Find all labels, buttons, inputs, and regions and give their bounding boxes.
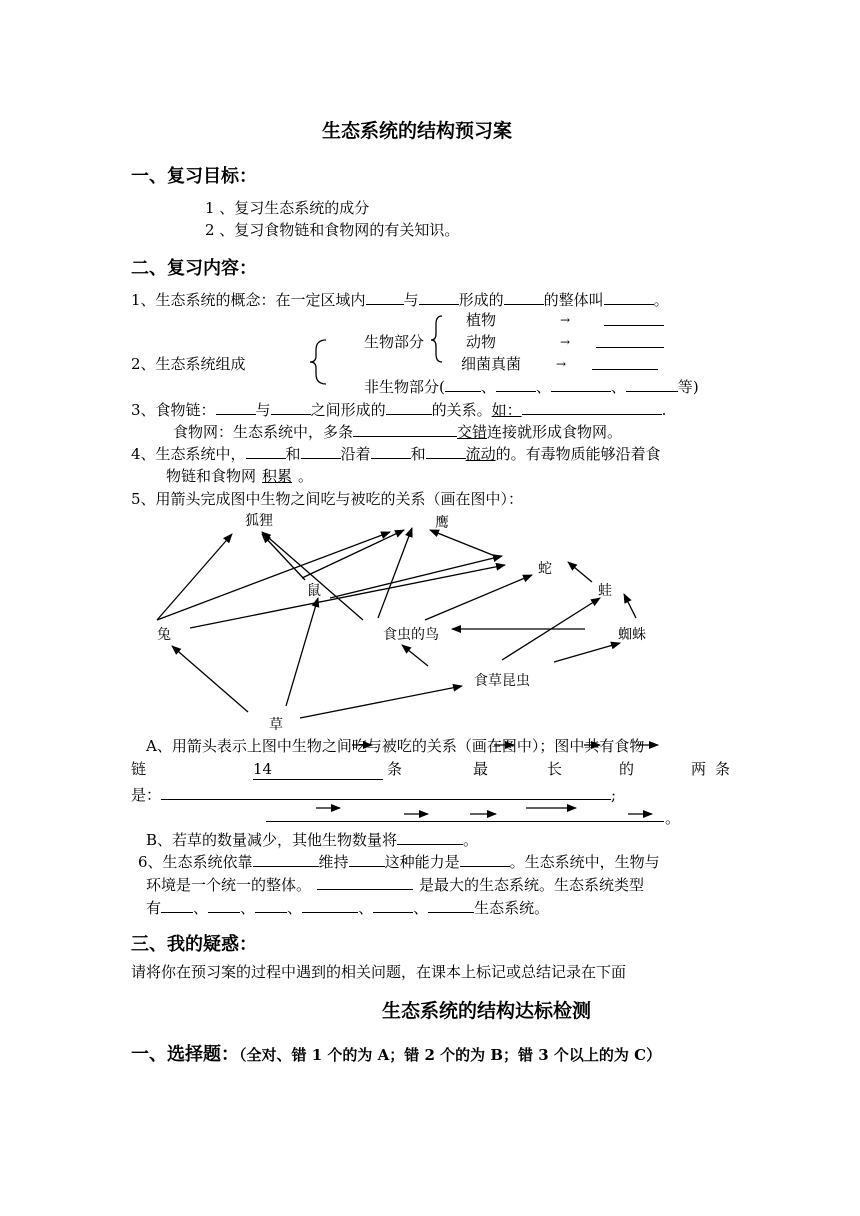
q1-text-d: 的整体叫 <box>543 291 604 309</box>
q6-blank-2[interactable] <box>349 851 385 867</box>
q6-type-blank-4[interactable] <box>302 897 358 913</box>
q6-text-a: 6、生态系统依靠 <box>138 853 253 871</box>
q3-text-b: 与 <box>255 401 271 419</box>
q2-sep-2: 、 <box>535 378 551 396</box>
qb-blank[interactable] <box>397 829 463 845</box>
arrow-bird-fox <box>262 532 363 620</box>
arrow-bird-snake <box>425 575 532 620</box>
section4-note: （全对、错 1 个的为 A；错 2 个的为 B；错 3 个以上的为 C） <box>239 1046 662 1064</box>
question-a: A、用箭头表示上图中生物之间吃与被吃的关系（画在图中）；图中共有食物 <box>146 737 645 755</box>
node-fox: 狐狸 <box>245 513 273 529</box>
arrow-grass-rabbit <box>172 646 248 712</box>
qa-de: 的 <box>619 760 635 778</box>
q2-microbe: 细菌真菌 <box>461 355 522 373</box>
section-heading-questions: 三、我的疑惑： <box>131 934 257 955</box>
qa-answer-blank-1[interactable] <box>161 784 611 800</box>
arrow-insect-bird <box>402 645 428 666</box>
q2-label: 2、生态系统组成 <box>131 355 246 373</box>
q4-text-h: 积累 <box>262 467 293 485</box>
qb-text-b: 。 <box>463 831 479 849</box>
qa-tiao2: 条 <box>715 760 731 778</box>
q4-text-d: 和 <box>410 445 426 463</box>
section-heading-content: 二、复习内容： <box>131 258 257 279</box>
q3-text-f: . <box>661 401 667 419</box>
q2-arrow-1: → <box>560 313 571 327</box>
q2-arrow-2: → <box>560 335 571 349</box>
arrow-rabbit-fox <box>157 534 232 620</box>
q4-text-a: 4、生态系统中， <box>131 445 246 463</box>
section-heading-goals: 一、复习目标： <box>131 166 257 187</box>
q1-text-e: 。 <box>653 291 669 309</box>
q6-blank-1[interactable] <box>253 851 319 867</box>
node-bird: 食虫的鸟 <box>383 627 439 643</box>
goal-item-1: 1 、复习生态系统的成分 <box>205 199 370 217</box>
q6-sep-4: 、 <box>358 899 374 917</box>
q6-sep-5: 、 <box>413 899 429 917</box>
section4-line <box>131 1040 661 1066</box>
qa-liang: 两 <box>691 760 707 778</box>
q2-nonbio-end: 等) <box>677 378 699 396</box>
arrow-mouse-snake <box>330 556 502 598</box>
q3-text-d: 的关系。 <box>431 401 492 419</box>
q3b-text-b: 交错 <box>457 423 488 441</box>
q6-type-blank-3[interactable] <box>255 897 287 913</box>
arrow-grass-insect <box>300 686 462 718</box>
question-5: 5、用箭头完成图中生物之间吃与被吃的关系（画在图中）： <box>131 490 524 508</box>
q3b-text-c: 连接就形成食物网。 <box>487 423 623 441</box>
qa-answer-blank-2[interactable] <box>266 806 664 822</box>
goal-item-2: 2 、复习食物链和食物网的有关知识。 <box>205 221 460 239</box>
qa-chang: 长 <box>547 760 563 778</box>
brace-bio <box>431 316 442 362</box>
q2-animal: 动物 <box>466 333 497 351</box>
q2-plant: 植物 <box>466 311 497 329</box>
question-a-line3 <box>131 784 616 805</box>
q6-type-blank-2[interactable] <box>208 897 240 913</box>
q3-text-c: 之间形成的 <box>310 401 386 419</box>
qa-end: 。 <box>665 809 681 827</box>
section3-text: 请将你在预习案的过程中遇到的相关问题，在课本上标记或总结记录在下面 <box>131 963 627 981</box>
q1-text-b: 与 <box>403 291 419 309</box>
q6-text-f: 是最大的生态系统。生态系统类型 <box>419 876 645 894</box>
q4-text-g: 物链和食物网 <box>166 467 257 485</box>
arrow-mouse-fox <box>262 534 305 580</box>
q6-blank-3[interactable] <box>460 851 510 867</box>
qa-shi: 是： <box>131 786 162 804</box>
q6-text-c: 这种能力是 <box>384 853 460 871</box>
q1-text-c: 形成的 <box>458 291 504 309</box>
q6-text-e: 环境是一个统一的整体。 <box>146 876 312 894</box>
q1-text-a: 1、生态系统的概念：在一定区域内 <box>131 291 366 309</box>
qa-tiao: 条 <box>387 760 403 778</box>
q6-sep-2: 、 <box>240 899 256 917</box>
q3-text-e: 如： <box>491 401 522 419</box>
qa-semi: ; <box>611 786 617 804</box>
node-mouse: 鼠 <box>307 583 321 599</box>
page-title: 生态系统的结构预习案 <box>322 120 513 142</box>
arrow-bird-eagle <box>378 528 412 618</box>
arrow-spider-frog <box>624 594 636 618</box>
node-eagle: 鹰 <box>435 515 449 531</box>
q4-text-e: 流动 <box>465 445 496 463</box>
q6-sep-1: 、 <box>193 899 209 917</box>
question-b <box>146 829 478 850</box>
node-frog: 蛙 <box>598 583 612 599</box>
brace-composition <box>310 340 326 384</box>
question-6-line3 <box>146 897 549 918</box>
node-spider: 蜘蛛 <box>618 627 646 643</box>
q6-text-b: 维持 <box>318 853 349 871</box>
arrow-mouse-eagle <box>302 530 404 578</box>
q2-sep-1: 、 <box>480 378 496 396</box>
q2-bio-label: 生物部分 <box>364 333 425 351</box>
question-a-line2 <box>131 759 731 781</box>
q4-text-b: 和 <box>285 445 301 463</box>
node-grass: 草 <box>269 717 283 733</box>
q6-sep-3: 、 <box>287 899 303 917</box>
q6-type-blank-5[interactable] <box>373 897 413 913</box>
arrow-snake-eagle <box>430 530 495 556</box>
qa-count: 14 <box>253 759 383 780</box>
arrow-frog-snake <box>568 562 592 582</box>
qa-chain: 链 <box>131 760 147 778</box>
section-heading-choice: 一、选择题： <box>131 1044 239 1065</box>
question-6-line2 <box>146 874 644 895</box>
arrow-grass-mouse <box>286 598 318 706</box>
q3b-text-a: 食物网：生态系统中，多条 <box>173 423 354 441</box>
arrow-insect-spider <box>554 643 620 662</box>
arrow-rabbit-snake <box>190 565 505 628</box>
node-rabbit: 兔 <box>157 627 171 643</box>
q2-nonbio-label: 非生物部分( <box>364 378 445 396</box>
q6-text-g: 有 <box>146 899 162 917</box>
q4-text-i: 。 <box>298 467 314 485</box>
q2-arrow-3: → <box>556 357 567 371</box>
question-6 <box>138 851 660 872</box>
q6-text-h: 生态系统。 <box>474 899 550 917</box>
q6-text-d: 。生态系统中，生物与 <box>509 853 660 871</box>
q6-blank-4[interactable] <box>317 874 413 890</box>
q6-type-blank-6[interactable] <box>428 897 474 913</box>
page-title-2: 生态系统的结构达标检测 <box>382 1000 592 1022</box>
q2-sep-3: 、 <box>610 378 626 396</box>
node-insect: 食草昆虫 <box>474 673 530 689</box>
arrow-rabbit-eagle <box>157 532 390 620</box>
q6-type-blank-1[interactable] <box>161 897 193 913</box>
q4-text-c: 沿着 <box>340 445 371 463</box>
q4-text-f: 的。有毒物质能够沿着食 <box>495 445 661 463</box>
qb-text-a: B、若草的数量减少，其他生物数量将 <box>146 831 398 849</box>
q3-text-a: 3、食物链： <box>131 401 216 419</box>
node-snake: 蛇 <box>538 561 552 577</box>
qa-zui: 最 <box>473 760 489 778</box>
